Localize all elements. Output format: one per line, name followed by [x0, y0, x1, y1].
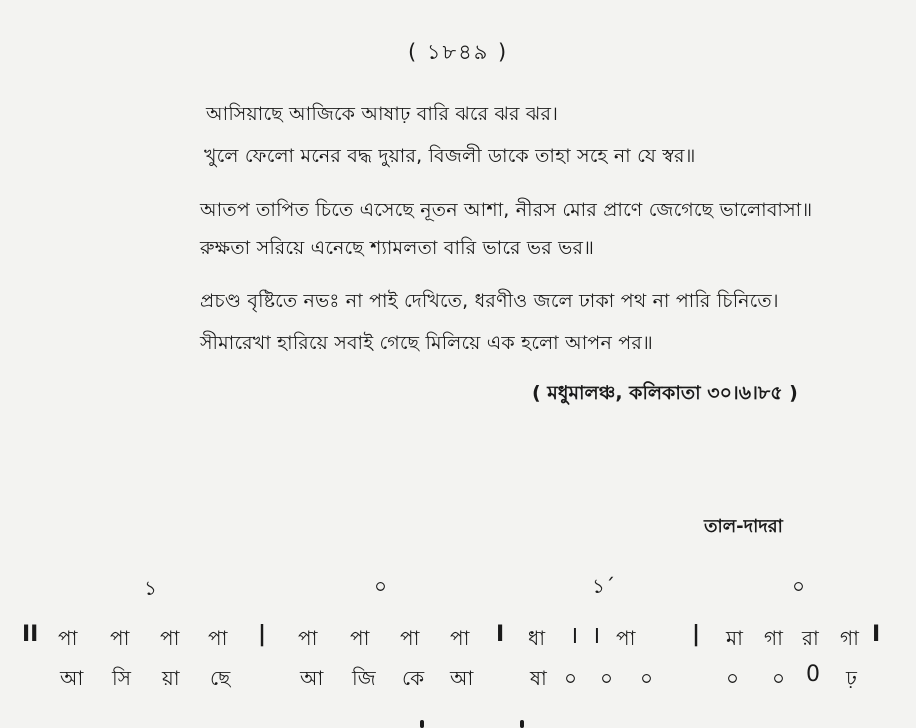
- note: রা: [802, 626, 819, 650]
- lyric-syllable: কে: [402, 666, 425, 690]
- poem-line-3: আতপ তাপিত চিতে এসেছে নূতন আশা, নীরস মোর প্রাণে জেগেছে ভালোবাসা॥: [200, 199, 813, 221]
- vibhag-divider-2: |: [692, 622, 701, 647]
- note: গা: [764, 626, 783, 650]
- poem-line-1: আসিয়াছে আজিকে আষাঢ় বারি ঝরে ঝর ঝর।: [206, 103, 559, 125]
- note: পা: [58, 626, 78, 650]
- note: ধা: [528, 626, 546, 650]
- lyric-syllable: ০: [772, 666, 786, 690]
- note: গা: [840, 626, 859, 650]
- lyric-syllable: সি: [112, 666, 131, 690]
- lyric-syllable: জি: [352, 666, 376, 690]
- lyric-syllable: ষা: [530, 666, 547, 690]
- note: I: [572, 624, 578, 648]
- lyric-syllable: 0: [806, 662, 820, 687]
- open-double-bar: II: [22, 622, 39, 647]
- lyric-syllable: ঢ়: [846, 666, 857, 690]
- note: পা: [616, 626, 636, 650]
- lyric-syllable: ০: [600, 666, 614, 690]
- end-bar: I: [872, 622, 881, 647]
- poem-line-2: খুলে ফেলো মনের বদ্ধ দুয়ার, বিজলী ডাকে তাহা সহে না যে স্বর॥: [204, 145, 696, 167]
- note: I: [594, 624, 600, 648]
- beat-mark-khali-2: ০: [792, 574, 806, 598]
- note: পা: [110, 626, 130, 650]
- lyric-syllable: আ: [300, 666, 324, 690]
- poem-line-6: সীমারেখা হারিয়ে সবাই গেছে মিলিয়ে এক হলো আপন পর॥: [200, 332, 654, 354]
- taal-label: তাল-দাদরা: [704, 516, 783, 537]
- beat-mark-sam: ১: [144, 576, 157, 600]
- note: পা: [400, 626, 420, 650]
- avartan-bar: I: [496, 622, 505, 647]
- beat-mark-khali: ০: [374, 574, 388, 598]
- page-number: ( ১৮৪৯ ): [408, 40, 509, 64]
- vibhag-divider: |: [258, 622, 267, 647]
- lyric-syllable: আ: [450, 666, 474, 690]
- lyric-syllable: ছে: [210, 666, 231, 690]
- lyric-syllable: ০: [564, 666, 578, 690]
- note: পা: [298, 626, 318, 650]
- lyric-syllable: ০: [726, 666, 740, 690]
- poem-line-5: প্রচণ্ড বৃষ্টিতে নভঃ না পাই দেখিতে, ধরণীও জলে ঢাকা পথ না পারি চিনিতে।: [200, 290, 779, 312]
- cutoff-glyph-fragments: [380, 712, 540, 728]
- note: পা: [160, 626, 180, 650]
- note: পা: [450, 626, 470, 650]
- beat-mark-sam-2: ১´: [592, 574, 615, 598]
- note: মা: [726, 626, 743, 650]
- poem-line-4: রুক্ষতা সরিয়ে এনেছে শ্যামলতা বারি ভারে ভর ভর॥: [200, 237, 595, 259]
- attribution: ( মধুমালঞ্চ, কলিকাতা ৩০।৬।৮৫ ): [532, 382, 798, 404]
- lyric-syllable: ০: [640, 666, 654, 690]
- lyric-syllable: আ: [60, 666, 84, 690]
- note: পা: [350, 626, 370, 650]
- note: পা: [208, 626, 228, 650]
- lyric-syllable: য়া: [162, 666, 180, 690]
